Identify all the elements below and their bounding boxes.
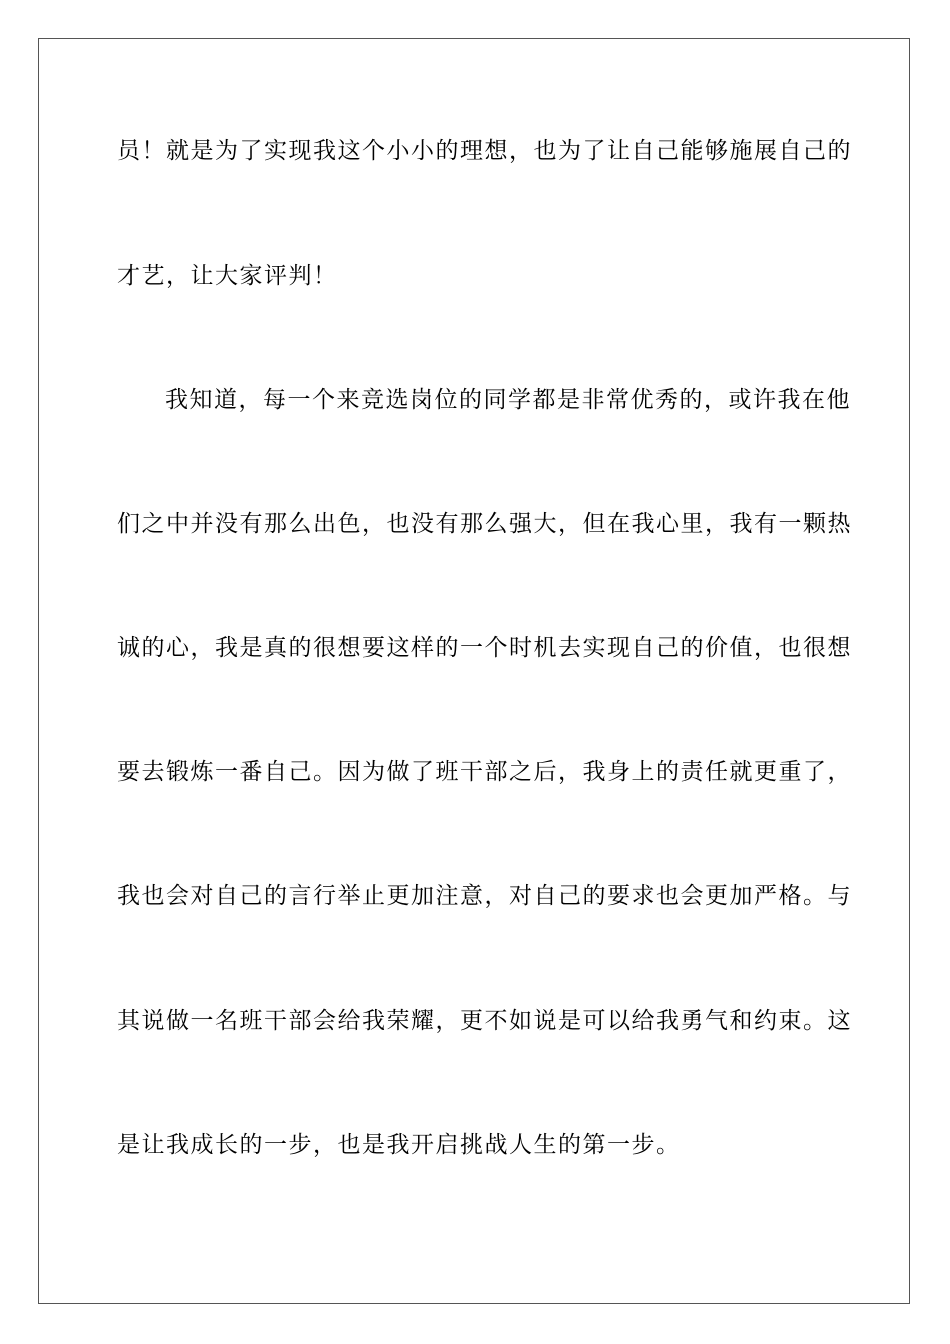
text-line-3: 我知道，每一个来竞选岗位的同学都是非常优秀的，或许我在他	[165, 387, 851, 413]
text-line-6: 要去锻炼一番自己。因为做了班干部之后，我身上的责任就更重了，	[117, 759, 852, 785]
text-line-4: 们之中并没有那么出色，也没有那么强大，但在我心里，我有一颗热	[117, 511, 852, 537]
text-line-7: 我也会对自己的言行举止更加注意，对自己的要求也会更加严格。与	[117, 883, 852, 909]
text-line-9: 是让我成长的一步，也是我开启挑战人生的第一步。	[117, 1132, 681, 1158]
page-frame	[38, 38, 910, 1304]
text-line-2: 才艺，让大家评判！	[117, 263, 338, 289]
text-line-8: 其说做一名班干部会给我荣耀，更不如说是可以给我勇气和约束。这	[117, 1008, 852, 1034]
text-line-1: 员！就是为了实现我这个小小的理想，也为了让自己能够施展自己的	[117, 138, 852, 164]
text-line-5: 诚的心，我是真的很想要这样的一个时机去实现自己的价值，也很想	[117, 635, 852, 661]
